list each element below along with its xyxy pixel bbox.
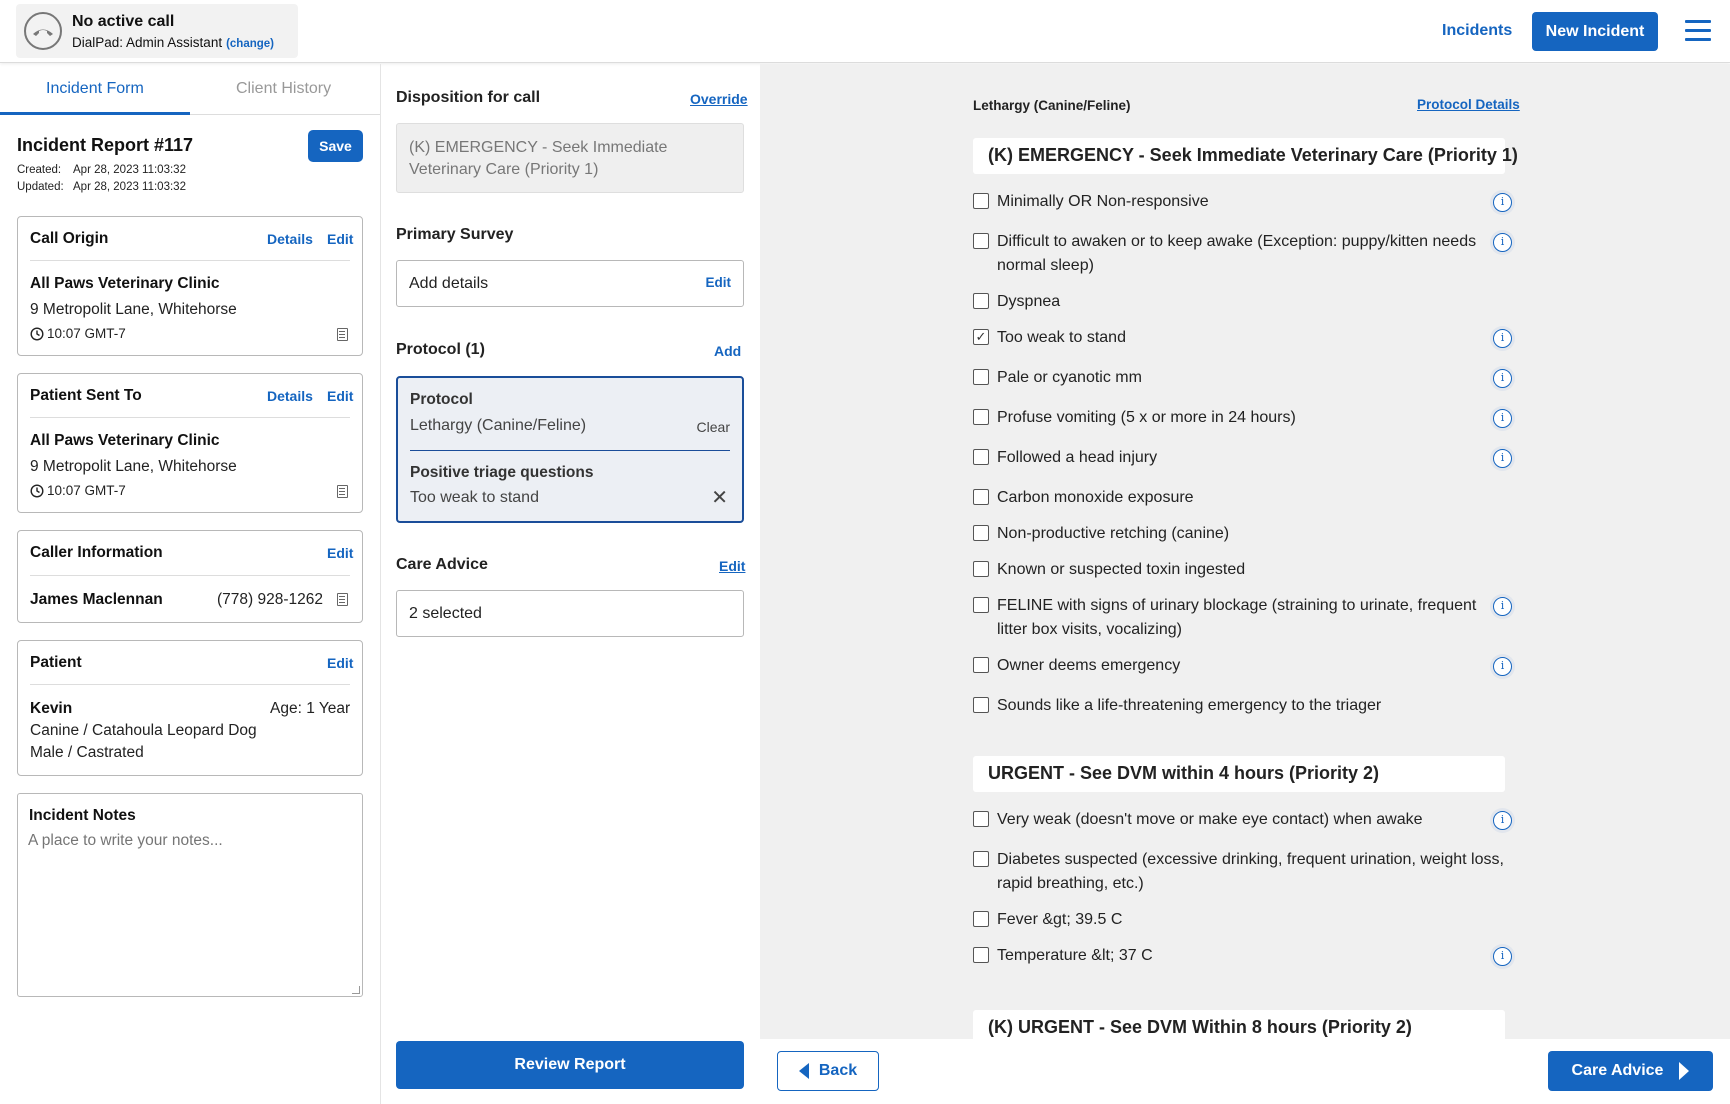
- checkbox[interactable]: [973, 293, 989, 309]
- card-divider: [30, 260, 350, 261]
- updated-date: Apr 28, 2023 11:03:32: [73, 181, 186, 193]
- info-icon[interactable]: i: [1493, 597, 1512, 616]
- primary-survey-field[interactable]: [396, 260, 744, 307]
- checkbox[interactable]: [973, 597, 989, 613]
- checkbox[interactable]: [973, 561, 989, 577]
- info-icon[interactable]: i: [1493, 233, 1512, 252]
- call-status-title: No active call: [72, 13, 175, 30]
- question-text: Very weak (doesn't move or make eye contact) when awake: [997, 811, 1423, 828]
- info-icon[interactable]: i: [1493, 449, 1512, 468]
- info-icon[interactable]: i: [1493, 811, 1512, 830]
- copy-icon[interactable]: [337, 485, 348, 498]
- patient-sent-to-card: [17, 373, 363, 513]
- question-text: Diabetes suspected (excessive drinking, frequent urination, weight loss, rapid breathing, etc.): [997, 851, 1504, 892]
- protocol-question-panel: [760, 64, 1730, 1039]
- incidents-link[interactable]: Incidents: [1442, 22, 1513, 39]
- chevron-right-icon: [1679, 1062, 1689, 1080]
- patient-age: Age: 1 Year: [270, 700, 351, 717]
- protocol-title: Protocol (1): [396, 341, 485, 358]
- care-advice-edit-link[interactable]: Edit: [719, 558, 746, 574]
- card-title: Call Origin: [30, 230, 109, 247]
- chevron-left-icon: [799, 1063, 809, 1079]
- protocol-add-link[interactable]: Add: [714, 343, 742, 359]
- primary-survey-edit-link[interactable]: Edit: [705, 275, 731, 290]
- phone-hangup-icon: [24, 12, 62, 50]
- created-date: Apr 28, 2023 11:03:32: [73, 164, 186, 176]
- checkbox[interactable]: [973, 409, 989, 425]
- primary-survey-value: Add details: [409, 275, 489, 292]
- section-header: URGENT - See DVM within 4 hours (Priority 2): [973, 756, 1505, 792]
- primary-survey-title: Primary Survey: [396, 226, 514, 243]
- info-icon[interactable]: i: [1493, 657, 1512, 676]
- close-icon[interactable]: ✕: [711, 487, 728, 509]
- save-button[interactable]: Save: [308, 130, 363, 162]
- resize-handle[interactable]: [352, 986, 360, 994]
- card-divider: [30, 684, 350, 685]
- menu-icon[interactable]: [1685, 20, 1711, 42]
- positive-triage-value: Too weak to stand: [410, 489, 539, 506]
- protocol-divider: [410, 450, 730, 451]
- disposition-field: (K) EMERGENCY - Seek Immediate Veterinary Care (Priority 1): [396, 123, 744, 193]
- card-title: Patient Sent To: [30, 387, 142, 404]
- override-link[interactable]: Override: [690, 91, 748, 107]
- question-text: Temperature &lt; 37 C: [997, 947, 1153, 964]
- care-advice-button[interactable]: Care Advice: [1548, 1051, 1713, 1091]
- protocol-clear-link[interactable]: Clear: [696, 419, 730, 435]
- question-text: Dyspnea: [997, 293, 1061, 310]
- question-text: Non-productive retching (canine): [997, 525, 1230, 542]
- question-text: Known or suspected toxin ingested: [997, 561, 1246, 578]
- disposition-title: Disposition for call: [396, 89, 541, 106]
- call-origin-card: [17, 216, 363, 356]
- checkbox[interactable]: [973, 449, 989, 465]
- card-title: Patient: [30, 654, 82, 671]
- copy-icon[interactable]: [337, 593, 348, 606]
- protocol-label: Protocol: [410, 391, 473, 408]
- dialpad-line: [72, 35, 274, 50]
- care-advice-field[interactable]: [396, 590, 744, 637]
- info-icon[interactable]: i: [1493, 329, 1512, 348]
- question-text: Minimally OR Non-responsive: [997, 193, 1209, 210]
- checkbox[interactable]: [973, 697, 989, 713]
- clinic-name: All Paws Veterinary Clinic: [30, 275, 220, 292]
- protocol-details-link[interactable]: Protocol Details: [1417, 97, 1520, 112]
- caller-name: James Maclennan: [30, 591, 163, 608]
- checkbox[interactable]: [973, 489, 989, 505]
- change-link[interactable]: (change): [226, 38, 274, 50]
- checkbox[interactable]: [973, 947, 989, 963]
- protocol-value: Lethargy (Canine/Feline): [410, 417, 587, 434]
- tab-client-history[interactable]: Client History: [236, 80, 332, 97]
- checkbox[interactable]: [973, 233, 989, 249]
- clinic-time: 10:07 GMT-7: [30, 483, 126, 498]
- incident-notes-title: Incident Notes: [29, 807, 136, 824]
- checkbox[interactable]: [973, 851, 989, 867]
- question-text: Difficult to awaken or to keep awake (Exception: puppy/kitten needs normal sleep): [997, 233, 1477, 274]
- active-tab-indicator: [0, 112, 190, 115]
- clinic-address: 9 Metropolit Lane, Whitehorse: [30, 301, 237, 318]
- card-divider: [30, 575, 350, 576]
- clock-icon: [30, 484, 44, 498]
- back-button[interactable]: Back: [777, 1051, 879, 1091]
- patient-sent-to-details-link[interactable]: Details: [267, 388, 313, 404]
- review-report-button[interactable]: Review Report: [396, 1041, 744, 1089]
- dialpad-label: DialPad: Admin Assistant: [72, 35, 223, 50]
- caller-edit-link[interactable]: Edit: [327, 545, 354, 561]
- tab-incident-form[interactable]: Incident Form: [46, 80, 144, 97]
- card-divider: [30, 417, 350, 418]
- check-icon[interactable]: ✓: [973, 329, 989, 345]
- patient-card: [17, 640, 363, 776]
- info-icon[interactable]: i: [1493, 369, 1512, 388]
- tab-bar: [0, 64, 380, 114]
- clock-icon: [30, 327, 44, 341]
- question-text: Sounds like a life-threatening emergency to the triager: [997, 697, 1382, 714]
- checkbox[interactable]: [973, 525, 989, 541]
- protocol-name: Lethargy (Canine/Feline): [973, 98, 1131, 113]
- new-incident-button[interactable]: New Incident: [1532, 12, 1658, 51]
- question-text: Fever &gt; 39.5 C: [997, 911, 1123, 928]
- question-text: Owner deems emergency: [997, 657, 1181, 674]
- top-bar: [0, 0, 1730, 63]
- protocol-box: [396, 376, 744, 523]
- section-header: (K) URGENT - See DVM Within 8 hours (Priority 2): [973, 1010, 1505, 1039]
- checkbox[interactable]: [973, 911, 989, 927]
- caller-information-card: [17, 530, 363, 623]
- incident-notes-card: [17, 793, 363, 997]
- clinic-time: 10:07 GMT-7: [30, 326, 126, 341]
- info-icon[interactable]: i: [1493, 947, 1512, 966]
- patient-sex: Male / Castrated: [30, 744, 144, 761]
- column-divider: [380, 64, 381, 1104]
- clinic-address: 9 Metropolit Lane, Whitehorse: [30, 458, 237, 475]
- call-origin-edit-link[interactable]: Edit: [327, 231, 354, 247]
- checkbox[interactable]: [973, 657, 989, 673]
- question-text: Followed a head injury: [997, 449, 1158, 466]
- clinic-name: All Paws Veterinary Clinic: [30, 432, 220, 449]
- info-icon[interactable]: i: [1493, 409, 1512, 428]
- section-header: (K) EMERGENCY - Seek Immediate Veterinary Care (Priority 1): [973, 138, 1505, 174]
- created-meta: Created: Apr 28, 2023 11:03:32: [17, 164, 186, 176]
- question-text: Pale or cyanotic mm: [997, 369, 1142, 386]
- incident-notes-textarea[interactable]: [28, 832, 348, 982]
- bottom-bar: [760, 1039, 1730, 1104]
- info-icon[interactable]: i: [1493, 193, 1512, 212]
- checkbox[interactable]: [973, 369, 989, 385]
- question-text: Profuse vomiting (5 x or more in 24 hours): [997, 409, 1296, 426]
- question-text: FELINE with signs of urinary blockage (straining to urinate, frequent litter box visits, vocalizing): [997, 597, 1477, 638]
- patient-edit-link[interactable]: Edit: [327, 655, 354, 671]
- call-origin-details-link[interactable]: Details: [267, 231, 313, 247]
- caller-phone: (778) 928-1262: [217, 591, 323, 608]
- question-text: Too weak to stand: [997, 329, 1126, 346]
- patient-breed: Canine / Catahoula Leopard Dog: [30, 722, 257, 739]
- copy-icon[interactable]: [337, 328, 348, 341]
- care-advice-value: 2 selected: [409, 605, 482, 622]
- patient-sent-to-edit-link[interactable]: Edit: [327, 388, 354, 404]
- call-status-box: [16, 4, 298, 58]
- updated-meta: Updated: Apr 28, 2023 11:03:32: [17, 181, 186, 193]
- checkbox[interactable]: [973, 193, 989, 209]
- patient-name: Kevin: [30, 700, 73, 717]
- positive-triage-label: Positive triage questions: [410, 464, 594, 481]
- card-title: Caller Information: [30, 544, 163, 561]
- question-text: Carbon monoxide exposure: [997, 489, 1194, 506]
- checkbox[interactable]: [973, 811, 989, 827]
- care-advice-title: Care Advice: [396, 556, 488, 573]
- incident-report-title: Incident Report #117: [17, 135, 194, 155]
